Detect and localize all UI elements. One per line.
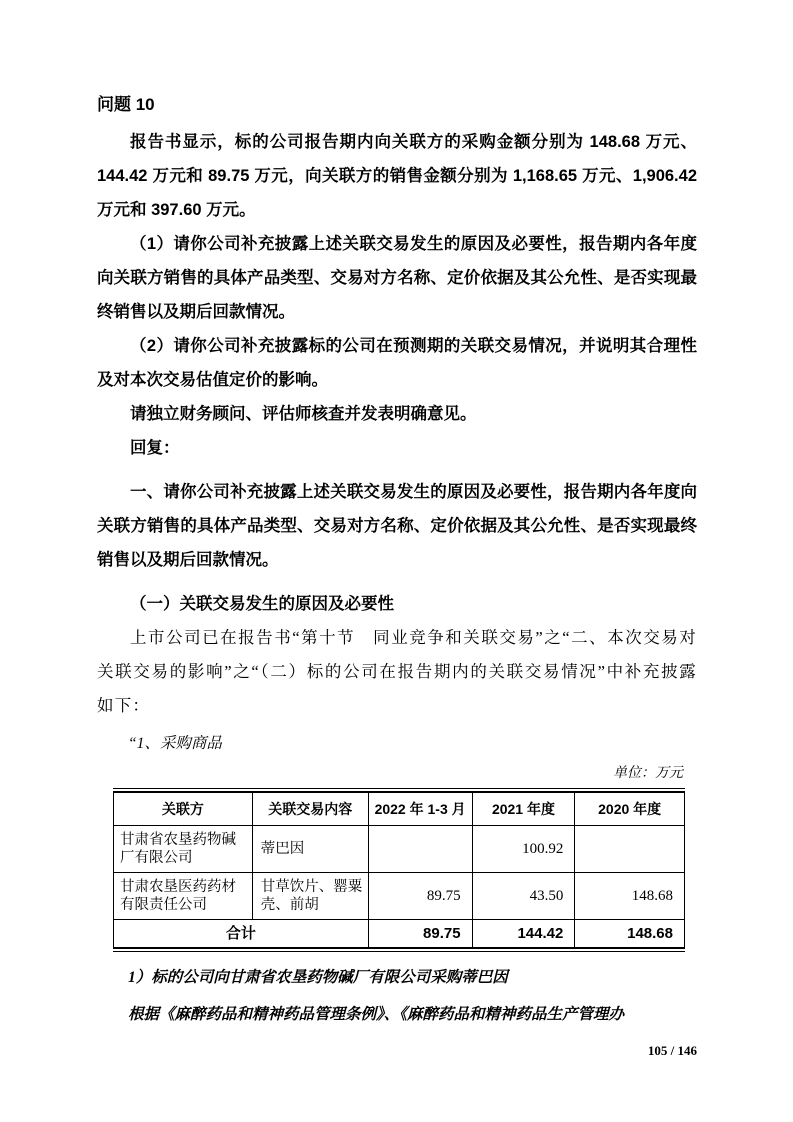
cell-total-label: 合计 — [114, 920, 369, 949]
unit-label: 单位：万元 — [613, 766, 683, 781]
cell-total-2020: 148.68 — [575, 920, 685, 949]
col-header-2021: 2021 年度 — [472, 792, 575, 826]
page-number: 105 / 146 — [647, 1043, 697, 1058]
table-header-row — [114, 792, 685, 826]
col-header-2022: 2022 年 1-3 月 — [368, 792, 472, 826]
cell-content: 甘草饮片、罂粟壳、前胡 — [252, 873, 368, 920]
disclosure-paragraph: 上市公司已在报告书“第十节 同业竞争和关联交易”之“二、本次交易对关联交易的影响”之“（二）标的公司在报告期内的关联交易情况”中补充披露如下： — [97, 628, 697, 715]
table-row-2 — [114, 873, 685, 920]
cell-total-2022: 89.75 — [368, 920, 472, 949]
cell-value-2020 — [575, 826, 685, 873]
table-total-row — [114, 920, 685, 949]
question-2-paragraph: （2）请你公司补充披露标的公司在预测期的关联交易情况，并说明其合理性及对本次交易估值定价的影响。 — [97, 337, 697, 389]
col-header-2020: 2020 年度 — [575, 792, 685, 826]
cell-value-2022 — [368, 826, 472, 873]
subsection-1-heading: （一）关联交易发生的原因及必要性 — [130, 595, 394, 613]
cell-party: 甘肃省农垦药物碱厂有限公司 — [114, 826, 253, 873]
cell-value-2021: 100.92 — [472, 826, 575, 873]
col-header-related-party: 关联方 — [114, 792, 253, 826]
cell-content: 蒂巴因 — [252, 826, 368, 873]
section-1-heading: 一、请你公司补充披露上述关联交易发生的原因及必要性，报告期内各年度向关联方销售的具体产品类型、交易对方名称、定价依据及其公允性、是否实现最终销售以及期后回款情况。 — [97, 483, 697, 569]
note-2-paragraph: 根据《麻醉药品和精神药品管理条例》、《麻醉药品和精神药品生产管理办 — [128, 1006, 625, 1023]
sub-item-heading: “1、采购商品 — [128, 735, 222, 752]
cell-value-2021: 43.50 — [472, 873, 575, 920]
question-1-paragraph: （1）请你公司补充披露上述关联交易发生的原因及必要性，报告期内各年度向关联方销售的具体产品类型、交易对方名称、定价依据及其公允性、是否实现最终销售以及期后回款情况。 — [97, 235, 697, 321]
data-table — [113, 791, 685, 949]
intro-paragraph: 报告书显示，标的公司报告期内向关联方的采购金额分别为 148.68 万元、144.42 万元和 89.75 万元，向关联方的销售金额分别为 1,168.65 万元、1,906.42 万元和 397.60 万元。 — [97, 133, 697, 219]
note-1-heading: 1）标的公司向甘肃省农垦药物碱厂有限公司采购蒂巴因 — [128, 969, 508, 986]
table-row-1 — [114, 826, 685, 873]
reply-label: 回复： — [130, 439, 180, 457]
cell-total-2021: 144.42 — [472, 920, 575, 949]
verify-request-paragraph: 请独立财务顾问、评估师核查并发表明确意见。 — [130, 405, 477, 423]
col-header-transaction-content: 关联交易内容 — [252, 792, 368, 826]
related-party-purchase-table — [113, 788, 685, 952]
cell-value-2022: 89.75 — [368, 873, 472, 920]
cell-party: 甘肃农垦医药药材有限责任公司 — [114, 873, 253, 920]
page-title: 问题 10 — [97, 95, 155, 114]
cell-value-2020: 148.68 — [575, 873, 685, 920]
